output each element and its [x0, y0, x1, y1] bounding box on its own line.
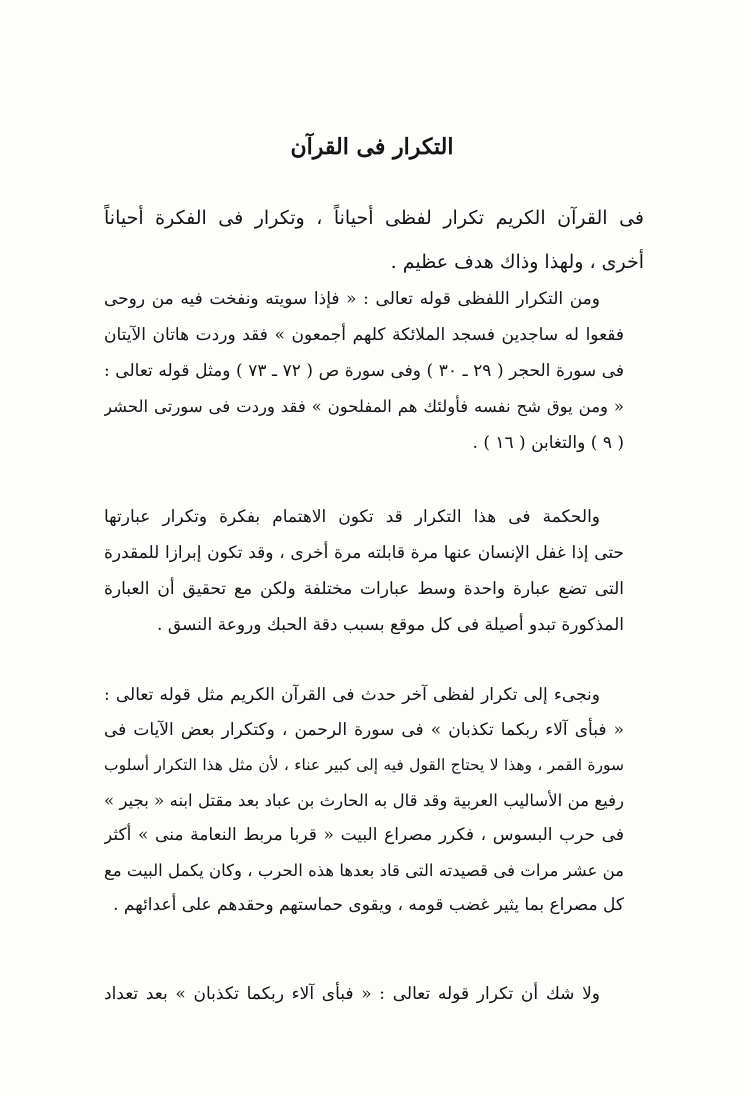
text-line: « فبأى آلاء ربكما تكذبان » فى سورة الرحمن ، وكتكرار بعض الآيات فى	[104, 720, 624, 740]
text-line: فقعوا له ساجدين فسجد الملائكة كلهم أجمعون » فقد وردت هاتان الآيتان	[104, 325, 624, 345]
text-line: كل مصراع بما يثير غضب قومه ، ويقوى حماستهم وحقدهم على أعدائهم .	[113, 895, 624, 915]
paragraph-1	[104, 196, 644, 284]
paragraph-2	[104, 281, 624, 461]
text-line: فى سورة الحجر ( ٢٩ ـ ٣٠ ) وفى سورة ص ( ٧٢ ـ ٧٣ ) ومثل قوله تعالى :	[104, 361, 624, 381]
text-line: فى حرب البسوس ، فكرر مصراع البيت « قربا مربط النعامة منى » أكثر	[104, 825, 624, 845]
text-line: ولا شك أن تكرار قوله تعالى : « فبأى آلاء ربكما تكذبان » بعد تعداد	[104, 984, 600, 1004]
text-line: من عشر مرات فى قصيدته التى قاد بعدها هذه الحرب ، وكان يكمل البيت مع	[104, 861, 624, 880]
text-line: أخرى ، ولهذا وذاك هدف عظيم .	[390, 251, 644, 273]
text-line: فى القرآن الكريم تكرار لفظى أحياناً ، وتكرار فى الفكرة أحياناً	[104, 207, 644, 229]
text-line: « ومن يوق شح نفسه فأولئك هم المفلحون » فقد وردت فى سورتى الحشر	[104, 397, 624, 416]
page-title: التكرار فى القرآن	[290, 134, 454, 160]
text-line: والحكمة فى هذا التكرار قد تكون الاهتمام بفكرة وتكرار عبارتها	[104, 507, 600, 527]
paragraph-5	[104, 976, 624, 1012]
text-line: ونجىء إلى تكرار لفظى آخر حدث فى القرآن الكريم مثل قوله تعالى :	[104, 685, 600, 705]
text-line: ( ٩ ) والتغابن ( ١٦ ) .	[472, 433, 624, 453]
text-line: رفيع من الأساليب العربية وقد قال به الحارث بن عباد بعد مقتل ابنه « بجير »	[104, 791, 624, 810]
text-line: ومن التكرار اللفظى قوله تعالى : « فإذا سويته ونفخت فيه من روحى	[104, 289, 600, 309]
text-line: سورة القمر ، وهذا لا يحتاج القول فيه إلى كبير عناء ، لأن مثل هذا التكرار أسلوب	[104, 756, 624, 774]
text-line: حتى إذا غفل الإنسان عنها مرة قابلته مرة أخرى ، وقد تكون إبرازا للمقدرة	[104, 543, 624, 563]
paragraph-4	[104, 678, 624, 923]
text-line: المذكورة تبدو أصيلة فى كل موقع بسبب دقة الحبك وروعة النسق .	[157, 615, 624, 635]
paragraph-3	[104, 499, 624, 643]
text-line: التى تضع عبارة واحدة وسط عبارات مختلفة ولكن مع تحقيق أن العبارة	[104, 579, 624, 599]
